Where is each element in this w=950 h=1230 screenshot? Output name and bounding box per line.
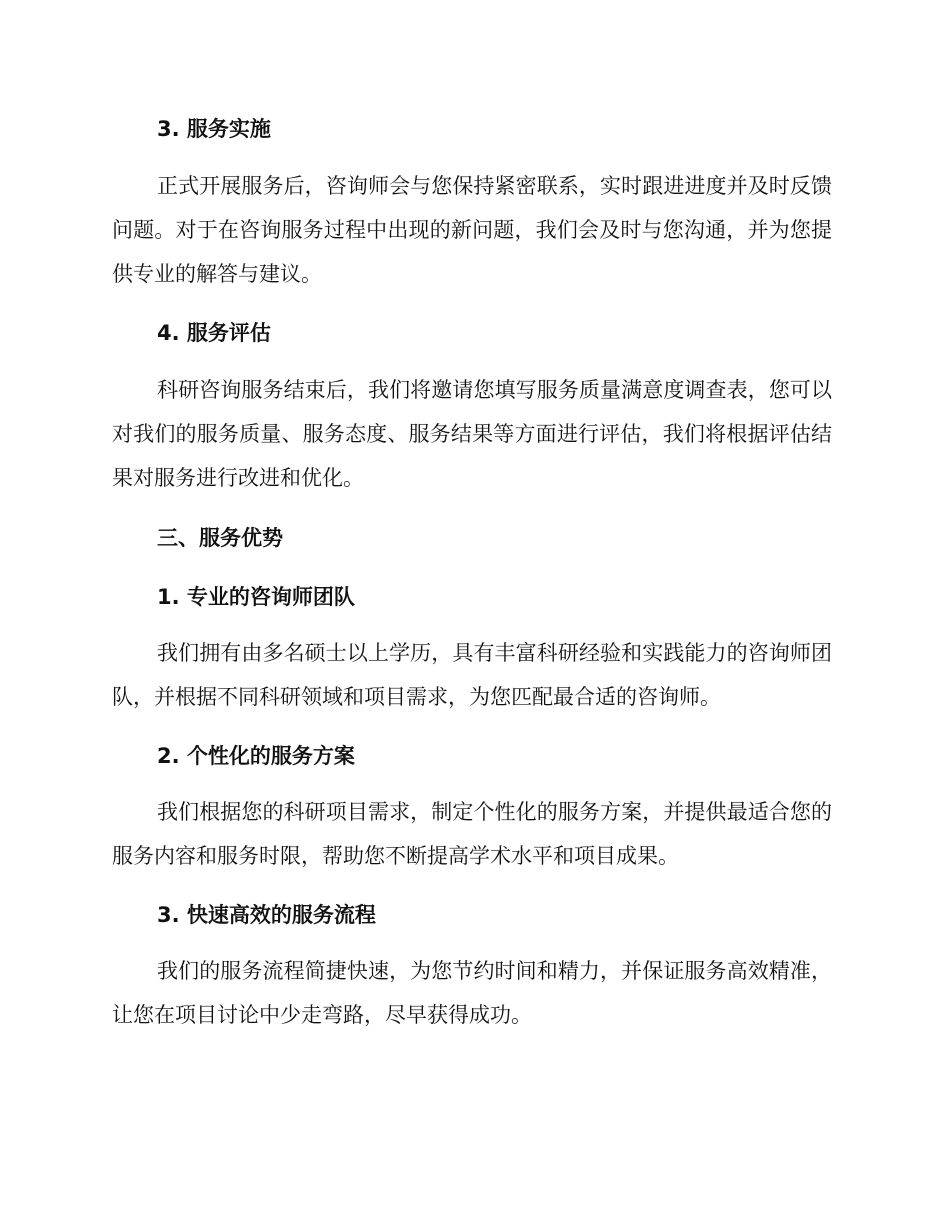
paragraph-personalized-plan: 我们根据您的科研项目需求，制定个性化的服务方案，并提供最适合您的服务内容和服务时限，帮助您不断提高学术水平和项目成果。 <box>112 800 832 868</box>
section-heading-personalized-plan: 2. 个性化的服务方案 <box>157 744 355 768</box>
paragraph-service-evaluation: 科研咨询服务结束后，我们将邀请您填写服务质量满意度调查表，您可以对我们的服务质量、服务态度、服务结果等方面进行评估，我们将根据评估结果对服务进行改进和优化。 <box>112 378 832 490</box>
section-heading-service-advantages: 三、服务优势 <box>157 526 283 550</box>
paragraph-professional-team: 我们拥有由多名硕士以上学历，具有丰富科研经验和实践能力的咨询师团队，并根据不同科研领域和项目需求，为您匹配最合适的咨询师。 <box>112 641 832 709</box>
paragraph-efficient-process: 我们的服务流程简捷快速，为您节约时间和精力，并保证服务高效精准，让您在项目讨论中少走弯路，尽早获得成功。 <box>112 959 832 1027</box>
section-heading-service-implementation: 3. 服务实施 <box>157 117 271 141</box>
section-heading-efficient-process: 3. 快速高效的服务流程 <box>157 903 376 927</box>
paragraph-service-implementation: 正式开展服务后，咨询师会与您保持紧密联系，实时跟进进度并及时反馈问题。对于在咨询服务过程中出现的新问题，我们会及时与您沟通，并为您提供专业的解答与建议。 <box>112 174 832 286</box>
section-heading-professional-team: 1. 专业的咨询师团队 <box>157 585 355 609</box>
section-heading-service-evaluation: 4. 服务评估 <box>157 321 271 345</box>
